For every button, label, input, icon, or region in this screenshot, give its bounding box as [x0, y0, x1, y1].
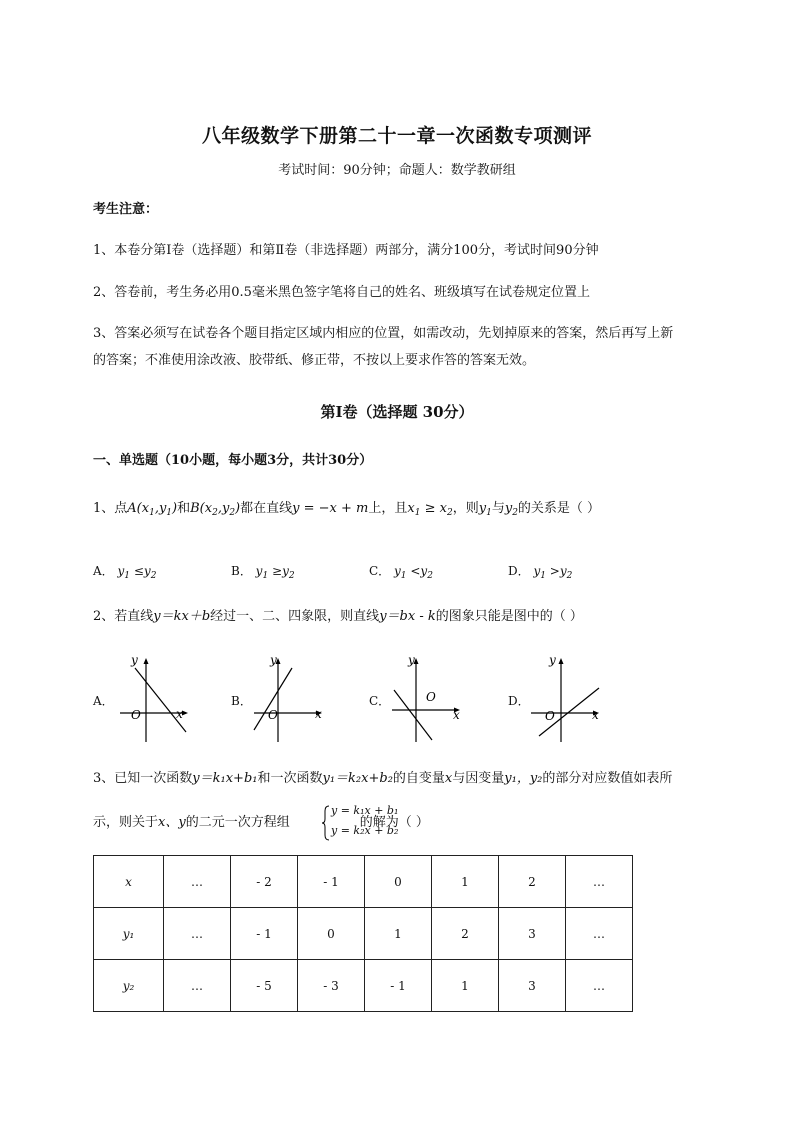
part-heading: 一、单选题（10小题，每小题3分，共计30分） — [93, 453, 373, 468]
table-cell: 1 — [365, 908, 432, 960]
q3-function-2: y₁＝k₂x+b₂ — [322, 771, 393, 786]
q1-option-a[interactable]: A． $y_1 \le y_2$ — [93, 564, 157, 581]
q3-text-a: 3、已知一次函数 — [93, 771, 193, 786]
table-cell: - 1 — [298, 856, 365, 908]
table-cell: … — [566, 908, 633, 960]
notice-item-3: 3、答案必须写在试卷各个题目指定区域内相应的位置，如需改动，先划掉原来的答案，然后再写上新 — [93, 326, 674, 341]
table-cell: … — [566, 856, 633, 908]
system-brace-icon — [321, 804, 331, 842]
x-axis-label: x — [315, 707, 322, 721]
table-row — [94, 856, 633, 908]
x-axis-label: x — [176, 707, 183, 721]
q2-mid: 经过一、二、四象限，则直线 — [210, 609, 380, 624]
q3-vars: x、y — [158, 815, 186, 830]
page-title: 八年级数学下册第二十一章一次函数专项测评 — [201, 125, 592, 147]
q1-point-b-text: B(x — [190, 501, 213, 516]
q1-option-c-label: C． — [369, 564, 391, 578]
table-row — [94, 908, 633, 960]
q2-prefix: 2、若直线 — [93, 609, 154, 624]
q1-point-a: $A(x_1,y_1)$ — [127, 501, 178, 518]
table-cell: … — [566, 960, 633, 1012]
value-table — [93, 855, 633, 1012]
y-axis-label: y — [131, 653, 138, 667]
table-cell: - 1 — [231, 908, 298, 960]
q2-eq1: y＝kx＋b — [153, 609, 211, 624]
exam-info: 考试时间：90分钟；命题人：数学教研组 — [278, 163, 516, 178]
origin-label: O — [268, 708, 278, 722]
q2-option-a-label[interactable]: A． — [93, 694, 114, 708]
table-cell: 1 — [432, 856, 499, 908]
q1-line-eq: y = −x + m — [292, 501, 369, 516]
table-cell: 0 — [365, 856, 432, 908]
table-cell: 3 — [499, 960, 566, 1012]
system-equation-1: y = k₁x + b₁ — [331, 804, 399, 817]
q1-cond-tail: ，则 — [452, 501, 479, 516]
table-cell: 3 — [499, 908, 566, 960]
q3-text-h: 的解为（ ） — [359, 815, 429, 830]
q1-point-a-text: A(x — [127, 501, 150, 516]
y-arrow-icon — [559, 658, 564, 664]
q1-cond-pre: 上，且 — [368, 501, 408, 516]
notice-heading: 考生注意： — [93, 202, 159, 217]
table-cell: … — [164, 908, 231, 960]
table-cell: - 5 — [231, 960, 298, 1012]
q1-option-b[interactable]: B． $y_1 \ge y_2$ — [231, 564, 295, 581]
section-title: 第I卷（选择题 30分） — [320, 403, 474, 421]
q1-point-b: $B(x_2,y_2)$ — [190, 501, 241, 518]
q3-var-x: x — [444, 771, 453, 786]
q2-graph-d[interactable] — [527, 650, 612, 745]
q2-eq2: y＝bx - k — [379, 609, 436, 624]
table-cell: 2 — [499, 856, 566, 908]
y-arrow-icon — [144, 658, 149, 664]
y-axis-label: y — [549, 653, 556, 667]
table-cell: - 1 — [365, 960, 432, 1012]
question-2 — [93, 607, 583, 627]
table-row — [94, 960, 633, 1012]
table-cell: 0 — [298, 908, 365, 960]
q3-var-y: y₁，y₂ — [504, 771, 543, 786]
notice-item-3-cont: 的答案；不准使用涂改液、胶带纸、修正带，不按以上要求作答的答案无效。 — [93, 353, 536, 368]
q1-option-b-label: B． — [231, 564, 252, 578]
q1-and: 和 — [177, 501, 191, 516]
q1-option-a-rel: ≤ — [133, 564, 144, 578]
q1-condition: $x_1 \ge x_2$ — [407, 501, 453, 518]
q1-option-d[interactable]: D． $y_1 >y_2$ — [508, 564, 573, 581]
table-cell: 1 — [432, 960, 499, 1012]
q2-option-c-label[interactable]: C． — [369, 694, 391, 708]
q3-text-g: 的二元一次方程组 — [185, 815, 290, 830]
origin-label: O — [131, 708, 141, 722]
q3-text-c: 的自变量 — [392, 771, 445, 786]
q1-tail: 的关系是（ ） — [517, 501, 601, 516]
origin-label: O — [426, 690, 436, 704]
q3-text-b: 和一次函数 — [257, 771, 323, 786]
q1-option-b-rel: ≥ — [272, 564, 283, 578]
y-axis-label: y — [408, 653, 415, 667]
y-axis-label: y — [270, 653, 277, 667]
q1-cond-geq: ≥ — [420, 501, 440, 516]
q1-cond-x1: x — [407, 501, 415, 516]
q3-text-e: 的部分对应数值如表所 — [542, 771, 673, 786]
q1-option-a-label: A． — [93, 564, 114, 578]
x-arrow-icon — [182, 711, 188, 716]
table-row-head: y₂ — [94, 960, 164, 1012]
table-row-head: y₁ — [94, 908, 164, 960]
q2-graph-a[interactable] — [110, 650, 195, 745]
q1-prefix: 1、点 — [93, 501, 128, 516]
q2-graph-b[interactable] — [250, 650, 335, 745]
notice-item-2: 2、答卷前，考生务必用0.5毫米黑色签字笔将自己的姓名、班级填写在试卷规定位置上 — [93, 285, 590, 300]
q2-option-b-label[interactable]: B． — [231, 694, 252, 708]
q1-option-d-label: D． — [508, 564, 530, 578]
x-axis-label: x — [592, 708, 599, 722]
x-axis-label: x — [453, 708, 460, 722]
q1-option-d-rel: > — [549, 564, 560, 578]
q1-rel: 与 — [491, 501, 505, 516]
graph-line — [135, 668, 186, 732]
q2-option-d-label[interactable]: D． — [508, 694, 530, 708]
table-cell: - 2 — [231, 856, 298, 908]
q1-option-c-rel: < — [410, 564, 421, 578]
q3-text-d: 与因变量 — [452, 771, 505, 786]
origin-label: O — [545, 709, 555, 723]
q1-option-c[interactable]: C． $y_1 <y_2$ — [369, 564, 433, 581]
system-equation-2: y = k₂x + b₂ — [331, 824, 399, 837]
question-3-line-1 — [93, 769, 672, 789]
table-cell: 2 — [432, 908, 499, 960]
table-row-head: x — [94, 856, 164, 908]
q3-text-f: 示，则关于 — [93, 815, 159, 830]
table-cell: - 3 — [298, 960, 365, 1012]
q2-graph-c[interactable] — [388, 650, 473, 745]
q3-function-1: y＝k₁x+b₁ — [192, 771, 258, 786]
table-cell: … — [164, 856, 231, 908]
q1-mid: 都在直线 — [240, 501, 293, 516]
question-1: 1、点$A(x_1,y_1)$和$B(x_2,y_2)$都在直线y = −x + m上，且$x_1 \ge x_2$，则$y_1$与$y_2$的关系是（ ） — [93, 501, 601, 518]
notice-item-1: 1、本卷分第I卷（选择题）和第Ⅱ卷（非选择题）两部分，满分100分，考试时间90分钟 — [93, 243, 599, 258]
table-cell: … — [164, 960, 231, 1012]
q2-tail: 的图象只能是图中的（ ） — [435, 609, 583, 624]
